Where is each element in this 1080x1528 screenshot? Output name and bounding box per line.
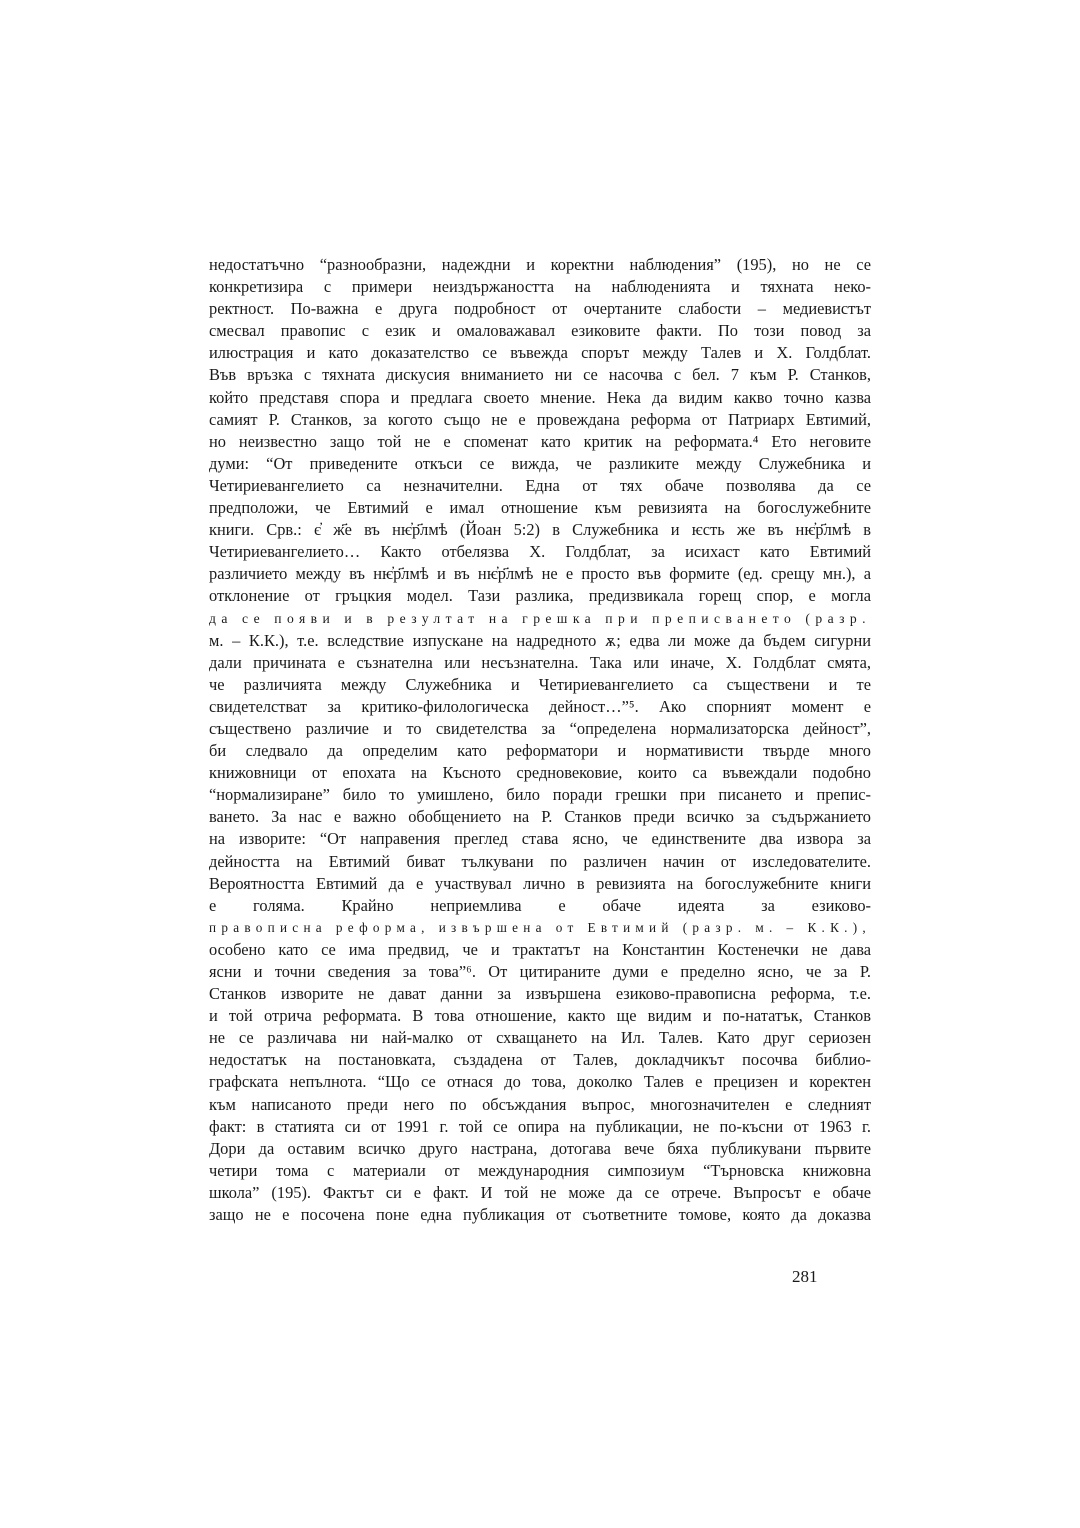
text-line: самият Р. Станков, за когото също не е провеждана реформа от Патриарх Евтимий, — [209, 409, 871, 429]
text-line: книжовници от епохата на Късното средновековие, които са въвеждали подобно — [209, 763, 871, 783]
text-line: факт: в статията си от 1991 г. той се опира на публикации, не по-късни от 1963 г. — [209, 1116, 871, 1136]
text-line: недостатък на постановката, създадена от Талев, докладчикът посочва библио- — [209, 1050, 871, 1070]
text-line: предположи, че Евтимий е имал отношение към ревизията на богослужебните — [209, 498, 871, 518]
body-text — [209, 254, 871, 1226]
text-line: Четириевангелието… Както отбелязва Х. Голдблат, за исихаст като Евтимий — [209, 542, 871, 562]
text-line: книги. Срв.: є҆ ж҃е въ нѥ҆р҃лмѣ (Йоан 5:2) в Служебника и ѥсть же въ нѥ҆р҃лмѣ в — [209, 520, 871, 540]
text-line: свидетелстват за критико-филологическа дейност…”⁵. Ако спорният момент е — [209, 696, 871, 716]
text-line: Четириевангелието са незначителни. Една от тях обаче позволява да се — [209, 475, 871, 495]
text-line: дали причината е съзнателна или несъзнателна. Така или иначе, Х. Голдблат смята, — [209, 652, 871, 672]
text-line: ректност. По-важна е друга подробност от очертаните слабости – медиевистът — [209, 299, 871, 319]
text-line: на изворите: “От направения преглед става ясно, че единствените два извора за — [209, 829, 871, 849]
text-line: конкретизира с примери неиздържаността на наблюденията и тяхната неко- — [209, 277, 871, 297]
text-line: но неизвестно защо той не е споменат като критик на реформата.⁴ Ето неговите — [209, 431, 871, 451]
text-line: м. – К.К.), т.е. вследствие изпускане на надредното ѫ; едва ли може да бъдем сигурни — [209, 630, 871, 650]
text-line: недостатъчно “разнообразни, надеждни и коректни наблюдения” (195), но не се — [209, 255, 871, 274]
text-line: дейността на Евтимий биват тълкувани по различен начин от изследователите. — [209, 851, 871, 871]
text-line: ясни и точни сведения за това”⁶. От цитираните думи е пределно ясно, че за Р. — [209, 962, 871, 981]
text-line: защо не е посочена поне една публикация от съответните томове, която да доказва — [209, 1205, 871, 1225]
text-line: Станков изворите не дават данни за извършена езиково-правописна реформа, т.е. — [209, 984, 871, 1004]
page-number: 281 — [792, 1267, 818, 1286]
text-line: който представя спора и предлага своето мнение. Нека да видим какво точно казва — [209, 387, 871, 407]
text-line: Във връзка с тяхната дискусия вниманието ни се насочва с бел. 7 към Р. Станков, — [209, 365, 871, 385]
text-line: че различията между Служебника и Четириевангелието са съществени и те — [209, 674, 871, 694]
text-line: графската непълнота. “Що се отнася до това, доколко Талев е прецизен и коректен — [209, 1072, 871, 1092]
text-line: отклонение от гръцкия модел. Тази разлика, предизвикала горещ спор, е могла — [209, 586, 871, 606]
text-line: ването. За нас е важно обобщението на Р. Станков преди всичко за съдържанието — [209, 807, 871, 827]
text-line: да се появи и в резултат на грешка при преписването (разр. — [209, 610, 871, 626]
text-line: Вероятността Евтимий да е участвувал лично в ревизията на богослужебните книги — [209, 873, 871, 893]
text-line: е голяма. Крайно неприемлива е обаче идеята за езиково- — [209, 895, 871, 915]
text-line: Дори да оставим всичко друго настрана, дотогава вече бяха публикувани първите — [209, 1138, 871, 1158]
text-line: “нормализиране” било то умишлено, било поради грешки при писането и препис- — [209, 785, 871, 805]
text-line: особено като се има предвид, че и трактатът на Константин Костенечки не дава — [209, 939, 871, 959]
text-line: школа” (195). Фактът си е факт. И той не може да се отрече. Въпросът е обаче — [209, 1182, 871, 1202]
text-line: различието между въ нѥ҆р҃лмѣ и въ нѥ҆р҃лмѣ не е просто във формите (ед. срещу мн.), а — [209, 564, 871, 584]
text-line: правописна реформа, извършена от Евтимий (разр. м. – К.К.), — [209, 919, 871, 935]
text-line: към написаното преди него по обсъждания въпрос, многозначителен е следният — [209, 1094, 871, 1114]
text-line: четири тома с материали от международния симпозиум “Търновска книжовна — [209, 1160, 871, 1180]
text-line: би следвало да определим като реформатори и нормативисти твърде много — [209, 741, 871, 761]
text-line: смесвал правопис с език и омаловажавал езиковите факти. По този повод за — [209, 321, 871, 341]
text-line: не се различава ни най-малко от схващането на Ил. Талев. Като друг сериозен — [209, 1028, 871, 1048]
text-line: съществено различие и то свидетелства за “определена нормализаторска дейност”, — [209, 718, 871, 738]
text-line: думи: “От приведените откъси се вижда, че разликите между Служебника и — [209, 453, 871, 473]
text-line: и той отрича реформата. В това отношение, както ще видим и по-нататък, Станков — [209, 1006, 871, 1026]
text-line: илюстрация и като доказателство се въвежда спорът между Талев и Х. Голдблат. — [209, 343, 871, 363]
